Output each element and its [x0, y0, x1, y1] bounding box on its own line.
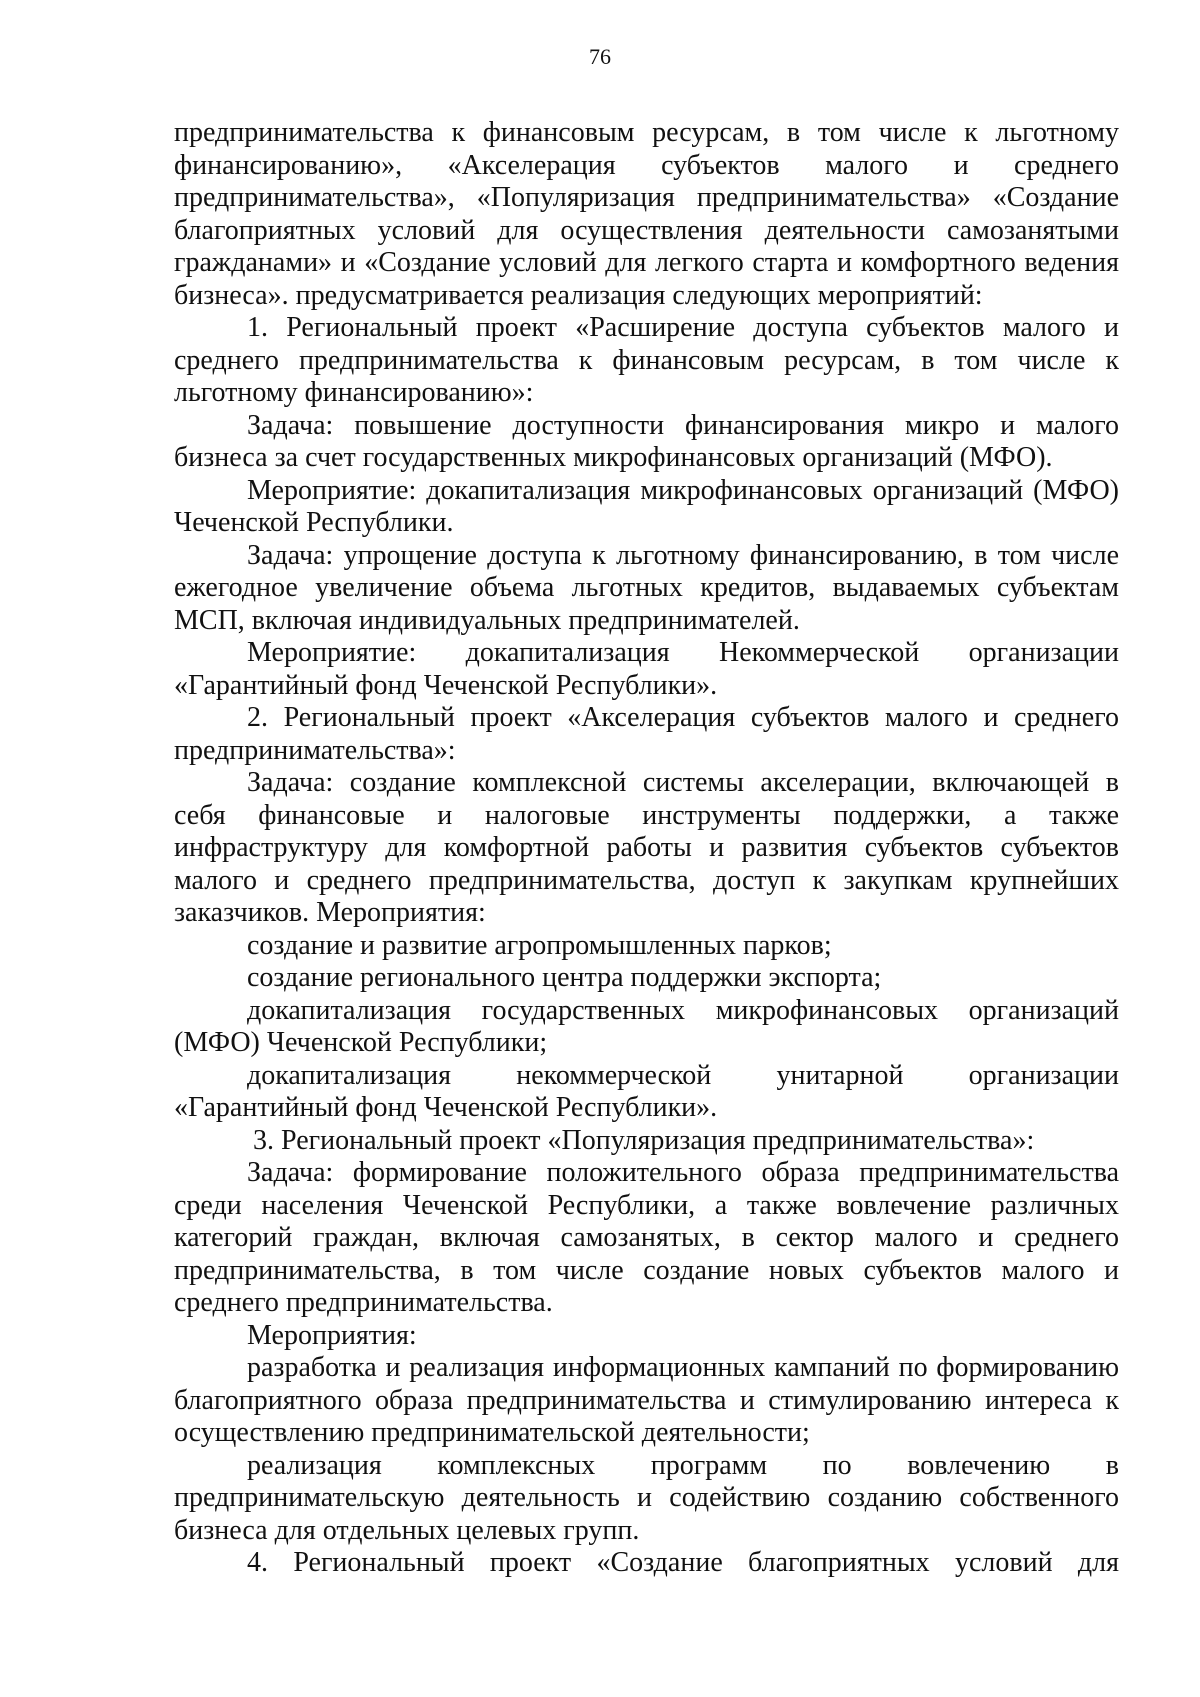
- paragraph-project-2-measure-3: докапитализация государственных микрофинансовых организаций (МФО) Чеченской Республики;: [174, 994, 1119, 1058]
- paragraph-project-2-heading: 2. Региональный проект «Акселерация субъектов малого и среднего предпринимательства»:: [174, 702, 1119, 766]
- paragraph-project-1-measure-2: Мероприятие: докапитализация Некоммерческой организации «Гарантийный фонд Чеченской Республики».: [174, 637, 1119, 701]
- page-number: 76: [589, 44, 611, 69]
- paragraph-project-3-measure-2: реализация комплексных программ по вовлечению в предпринимательскую деятельность и содействию созданию собственного бизнеса для отдельных целевых групп.: [174, 1449, 1119, 1546]
- paragraph-project-4-heading: 4. Региональный проект «Создание благоприятных условий для: [247, 1547, 1119, 1578]
- paragraph-project-2-measure-1: создание и развитие агропромышленных парков;: [247, 929, 832, 961]
- paragraph-project-1-task-2: Задача: упрощение доступа к льготному финансированию, в том числе ежегодное увеличение объема льготных кредитов, выдаваемых субъектам МСП, включая индивидуальных предпринимателей.: [174, 539, 1119, 636]
- paragraph-project-2-measure-2: создание регионального центра поддержки экспорта;: [247, 962, 882, 993]
- paragraph-intro-continuation: предпринимательства к финансовым ресурсам, в том числе к льготному финансированию», «Акселерация субъектов малого и среднего предпринимательства», «Популяризация предпринимательства» «Создание благоприятных условий для осуществления деятельности самозанятыми гражданами» и «Создание условий для легкого старта и комфортного ведения бизнеса». предусматривается реализация следующих мероприятий:: [174, 117, 1119, 311]
- paragraph-project-3-heading: 3. Региональный проект «Популяризация предпринимательства»:: [253, 1124, 1035, 1156]
- document-body: [174, 117, 1119, 1580]
- paragraph-project-2-measure-4: докапитализация некоммерческой унитарной организации «Гарантийный фонд Чеченской Республики».: [174, 1059, 1119, 1123]
- paragraph-project-1-task-1: Задача: повышение доступности финансирования микро и малого бизнеса за счет государственных микрофинансовых организаций (МФО).: [174, 409, 1119, 473]
- paragraph-project-3-measures-label: Мероприятия:: [247, 1319, 417, 1351]
- paragraph-project-2-task: Задача: создание комплексной системы акселерации, включающей в себя финансовые и налоговые инструменты поддержки, а также инфраструктуру для комфортной работы и развития субъектов субъектов малого и среднего предпринимательства, доступ к закупкам крупнейших заказчиков. Мероприятия:: [174, 767, 1119, 928]
- paragraph-project-3-task: Задача: формирование положительного образа предпринимательства среди населения Чеченской Республики, а также вовлечение различных категорий граждан, включая самозанятых, в сектор малого и среднего предпринимательства, в том числе создание новых субъектов малого и среднего предпринимательства.: [174, 1157, 1119, 1318]
- paragraph-project-1-measure-1: Мероприятие: докапитализация микрофинансовых организаций (МФО) Чеченской Республики.: [174, 474, 1119, 538]
- paragraph-project-3-measure-1: разработка и реализация информационных кампаний по формированию благоприятного образа предпринимательства и стимулированию интереса к осуществлению предпринимательской деятельности;: [174, 1352, 1119, 1448]
- paragraph-project-1-heading: 1. Региональный проект «Расширение доступа субъектов малого и среднего предпринимательства к финансовым ресурсам, в том числе к льготному финансированию»:: [174, 312, 1119, 408]
